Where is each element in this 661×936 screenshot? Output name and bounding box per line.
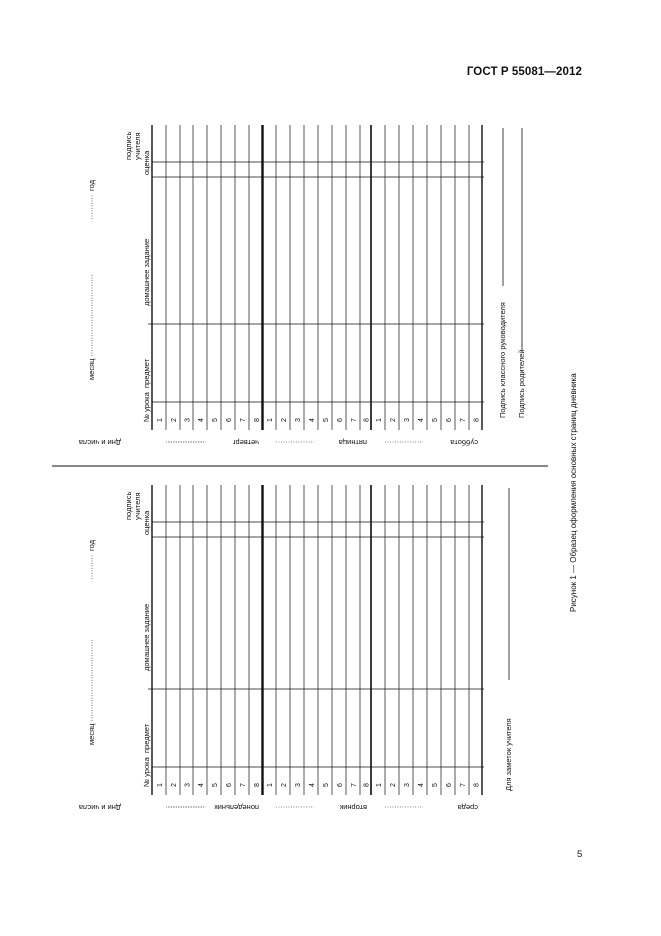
lesson-number: 3 <box>404 418 411 422</box>
lesson-number: 1 <box>267 418 274 422</box>
lesson-number: 1 <box>157 783 164 787</box>
teacher-signature-header-2: учителя <box>133 492 142 520</box>
lesson-number: 5 <box>212 783 219 787</box>
days-and-dates-label: Дни и числа <box>78 803 121 812</box>
left_page-diary-table <box>78 485 513 812</box>
year-label: год <box>87 180 96 191</box>
lesson-number: 2 <box>390 418 397 422</box>
year-label: год <box>87 540 96 551</box>
teacher-signature-header: подпись <box>124 491 133 520</box>
lesson-number: 4 <box>418 418 425 422</box>
lesson-number: 4 <box>418 783 425 787</box>
lesson-number: 8 <box>473 418 481 422</box>
lesson-number: 7 <box>460 418 467 422</box>
day-name: вторник <box>339 803 367 812</box>
lesson-number: 8 <box>254 783 261 787</box>
day-name: понедельник <box>214 803 259 812</box>
lesson-number: 7 <box>351 418 358 422</box>
figure-caption: Рисунок 1 — Образец оформления основных страниц дневника <box>569 373 578 612</box>
class-teacher-signature-label: Подпись классного руководителя <box>498 302 507 418</box>
homework-header: домашнее задание <box>142 238 151 306</box>
lesson-number: 7 <box>240 783 247 787</box>
right_page-diary-table <box>78 125 526 447</box>
day-name: четверг <box>232 438 259 447</box>
lesson-number: 8 <box>363 783 371 787</box>
page-number: 5 <box>577 849 583 860</box>
lesson-number: 3 <box>404 783 411 787</box>
lesson-number: 3 <box>295 418 302 422</box>
lesson-number: 2 <box>281 418 288 422</box>
teacher-notes-label: Для заметок учителя <box>504 718 513 791</box>
lesson-number: 4 <box>309 418 316 422</box>
lesson-number: 7 <box>351 783 358 787</box>
lesson-number: 5 <box>212 418 219 422</box>
standard-header: ГОСТ Р 55081—2012 <box>466 66 582 78</box>
lesson-number: 6 <box>446 783 453 787</box>
month-label: месяц <box>87 358 96 380</box>
grade-header: оценка <box>142 510 151 535</box>
lesson-number: 4 <box>198 783 205 787</box>
lesson-number: 5 <box>323 418 330 422</box>
lesson-number: 8 <box>254 418 261 422</box>
lesson-number: 7 <box>460 783 467 787</box>
lesson-number: 6 <box>446 418 453 422</box>
lesson-number: 5 <box>432 418 439 422</box>
lesson-number: 5 <box>432 783 439 787</box>
lesson-number: 6 <box>226 783 233 787</box>
days-and-dates-label: Дни и числа <box>78 438 121 447</box>
lesson-number: 8 <box>363 418 371 422</box>
lesson-number: 1 <box>376 418 383 422</box>
day-name: суббота <box>450 438 478 447</box>
lesson-number: 5 <box>323 783 330 787</box>
lesson-number-header: № урока <box>142 757 151 787</box>
teacher-signature-header-2: учителя <box>133 132 142 160</box>
lesson-number: 1 <box>267 783 274 787</box>
lesson-number: 7 <box>240 418 247 422</box>
lesson-number: 6 <box>226 418 233 422</box>
month-label: месяц <box>87 723 96 745</box>
teacher-signature-header: подпись <box>124 131 133 160</box>
lesson-number: 3 <box>184 418 192 422</box>
lesson-number: 1 <box>376 783 383 787</box>
lesson-number: 3 <box>295 783 302 787</box>
lesson-number: 2 <box>171 783 178 787</box>
lesson-number: 6 <box>337 783 344 787</box>
subject-header: предмет <box>142 358 151 388</box>
day-name: среда <box>457 803 478 812</box>
lesson-number: 2 <box>390 783 397 787</box>
lesson-number: 2 <box>171 418 178 422</box>
lesson-number: 2 <box>281 783 288 787</box>
lesson-number: 4 <box>309 783 316 787</box>
lesson-number: 4 <box>198 418 205 422</box>
lesson-number: 1 <box>157 418 164 422</box>
lesson-number-header: № урока <box>142 392 151 422</box>
lesson-number: 3 <box>184 783 192 787</box>
homework-header: домашнее задание <box>142 603 151 671</box>
lesson-number: 8 <box>473 783 481 787</box>
lesson-number: 6 <box>337 418 344 422</box>
subject-header: предмет <box>142 723 151 753</box>
parents-signature-label: Подпись родителей <box>517 349 526 418</box>
day-name: пятница <box>338 438 367 447</box>
grade-header: оценка <box>142 150 151 175</box>
